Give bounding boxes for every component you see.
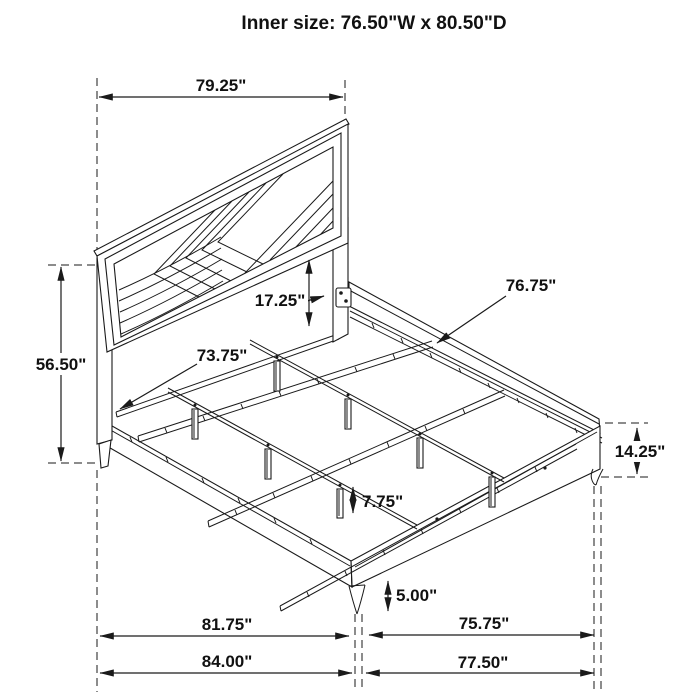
dim-slat-rail-length-label: 76.75": [505, 276, 557, 295]
support-leg-pegs: [192, 356, 495, 519]
dim-overall-width-label: 77.50": [457, 653, 509, 672]
dim-front-leg-label: 5.00": [396, 586, 438, 605]
dim-panel-height-label: 17.25": [254, 291, 306, 310]
dim-headboard-width-label: 79.25": [195, 76, 247, 95]
dim-rail-length-label: 73.75": [196, 346, 248, 365]
dim-base-width-label: 75.75": [458, 614, 510, 633]
dim-headboard-height-label: 56.50": [35, 355, 87, 374]
dim-footboard-height-label: 14.25": [614, 442, 666, 461]
bed-frame: [98, 282, 603, 614]
front-corner-leg: [349, 585, 365, 614]
rail-bracket: [336, 288, 351, 307]
leader-slat-rail: [437, 296, 506, 343]
dim-support-leg-label: 7.75": [362, 492, 404, 511]
cross-rail-a: [138, 341, 433, 442]
dim-base-depth-label: 81.75": [201, 615, 253, 634]
left-side-rail: [98, 418, 352, 587]
headboard-left-leg: [99, 440, 111, 468]
headboard: [94, 119, 351, 468]
page-title: Inner size: 76.50"W x 80.50"D: [241, 13, 507, 34]
dim-overall-depth-label: 84.00": [201, 652, 253, 671]
